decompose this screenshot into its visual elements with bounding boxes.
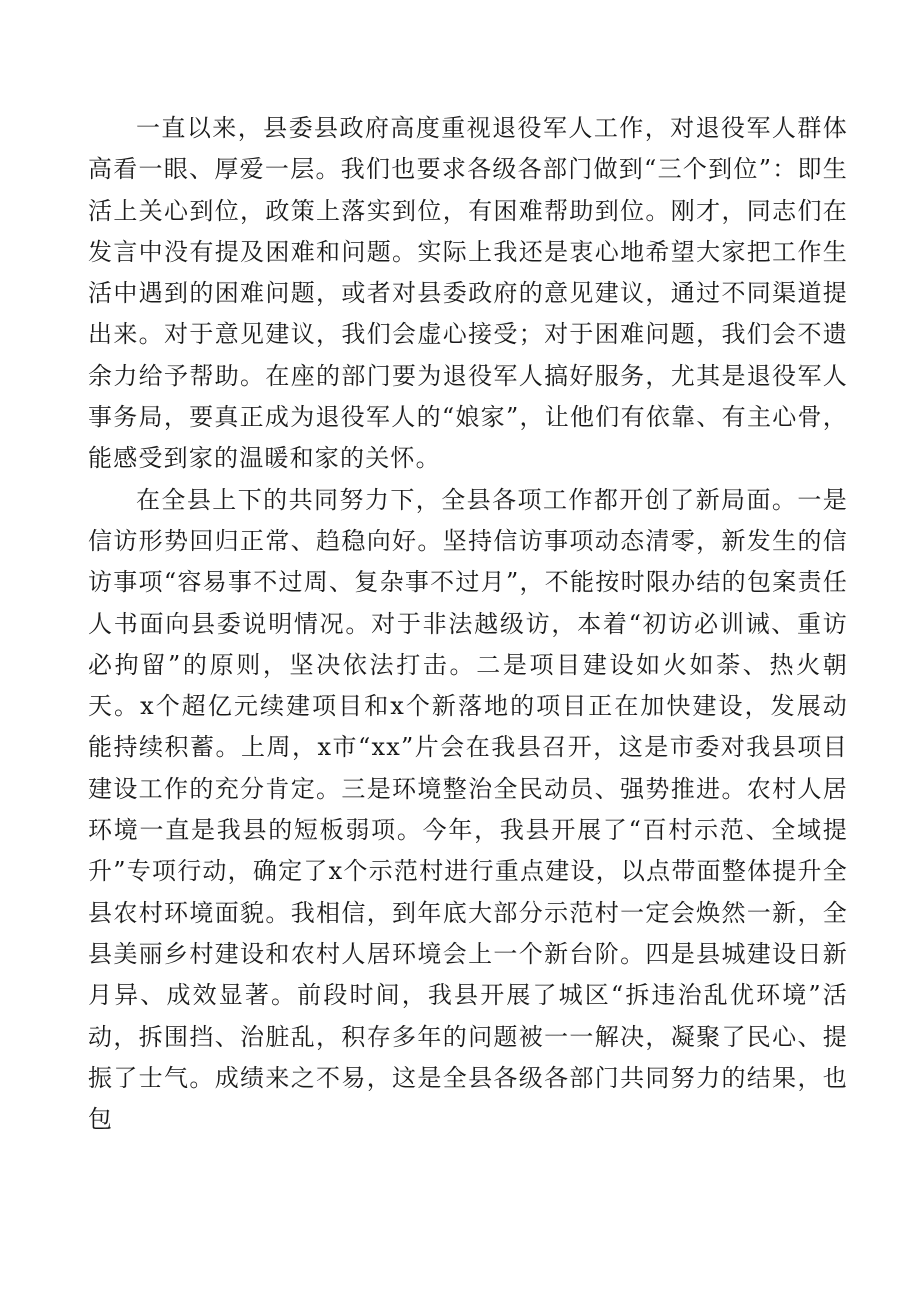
document-body xyxy=(88,108,848,1140)
paragraph-1: 一直以来，县委县政府高度重视退役军人工作，对退役军人群体高看一眼、厚爱一层。我们也要求各级各部门做到“三个到位”：即生活上关心到位，政策上落实到位，有困难帮助到位。刚才，同志们在发言中没有提及困难和问题。实际上我还是衷心地希望大家把工作生活中遇到的困难问题，或者对县委政府的意见建议，通过不同渠道提出来。对于意见建议，我们会虚心接受；对于困难问题，我们会不遗余力给予帮助。在座的部门要为退役军人搞好服务，尤其是退役军人事务局，要真正成为退役军人的“娘家”，让他们有依靠、有主心骨，能感受到家的温暖和家的关怀。 xyxy=(88,114,848,473)
paragraph-2: 在全县上下的共同努力下，全县各项工作都开创了新局面。一是信访形势回归正常、趋稳向好。坚持信访事项动态清零，新发生的信访事项“容易事不过周、复杂事不过月”，不能按时限办结的包案责任人书面向县委说明情况。对于非法越级访，本着“初访必训诫、重访必拘留”的原则，坚决依法打击。二是项目建设如火如荼、热火朝天。x个超亿元续建项目和x个新落地的项目正在加快建设，发展动能持续积蓄。上周，x市“xx”片会在我县召开，这是市委对我县项目建设工作的充分肯定。三是环境整治全民动员、强势推进。农村人居环境一直是我县的短板弱项。今年，我县开展了“百村示范、全域提升”专项行动，确定了x个示范村进行重点建设，以点带面整体提升全县农村环境面貌。我相信，到年底大部分示范村一定会焕然一新，全县美丽乡村建设和农村人居环境会上一个新台阶。四是县城建设日新月异、成效显著。前段时间，我县开展了城区“拆违治乱优环境”活动，拆围挡、治脏乱，积存多年的问题被一一解决，凝聚了民心、提振了士气。成绩来之不易，这是全县各级各部门共同努力的结果，也包 xyxy=(88,485,848,1134)
